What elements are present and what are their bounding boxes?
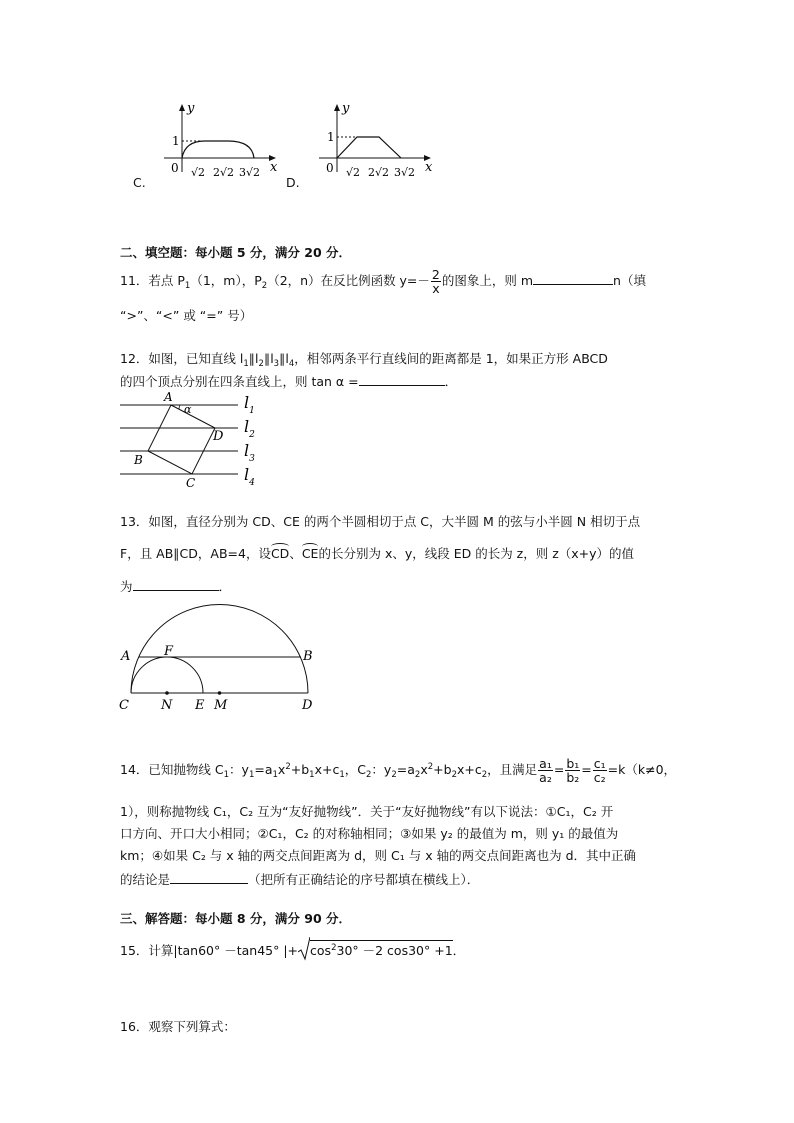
point-n	[165, 691, 169, 695]
q14-s11: 2	[451, 770, 457, 781]
label-f: F	[164, 644, 174, 659]
question-14-line-3: 口方向、开口大小相同；②C₁，C₂ 的对称轴相同；③如果 y₂ 的最值为 m，则 y₁ 的最值为	[120, 826, 619, 841]
q15-end: ．	[452, 943, 466, 958]
label-l2: $l_2$	[244, 417, 255, 440]
q14-s5: 1	[309, 770, 315, 781]
graph-curve	[182, 141, 254, 158]
question-13-line-3	[120, 579, 231, 594]
label-a: A	[121, 649, 131, 664]
q13-arc-ce: CE	[301, 546, 319, 561]
q14-sup1: 2	[285, 762, 291, 773]
tick-label-one: 1	[327, 130, 335, 144]
question-12-figure	[118, 388, 268, 490]
q14-fraction-b-den: b₂	[566, 770, 580, 786]
q14-t3: =a	[254, 762, 273, 778]
q14-line-5-a: 的结论是	[120, 872, 171, 887]
option-c-graph	[150, 100, 285, 185]
question-13-line-2	[120, 548, 634, 561]
q14-fraction-a-den: a₂	[539, 770, 552, 786]
q14-t11: +b	[433, 762, 452, 778]
q13-line-3-text: 为	[120, 579, 133, 594]
q12-sub-4: 4	[288, 359, 295, 369]
q12-sub-2: 2	[258, 359, 264, 369]
q15-radicand-b: 30° －2 cos30° +1	[336, 943, 453, 958]
q14-t5: +b	[290, 762, 310, 778]
angle-alpha-arc	[179, 405, 180, 409]
q14-fraction-c	[593, 757, 607, 784]
q11-after-blank: n（填	[613, 273, 646, 289]
question-16: 16．观察下列算式：	[120, 1019, 236, 1034]
q13-answer-blank[interactable]	[133, 579, 219, 591]
q14-s2: 1	[248, 770, 255, 781]
q14-fraction-b	[565, 757, 580, 784]
label-c: C	[119, 698, 129, 713]
q12-sub-1: 1	[243, 359, 249, 369]
q14-t1: 14．已知抛物线 C	[120, 762, 224, 778]
label-m: M	[214, 698, 228, 713]
y-axis-label: y	[187, 101, 195, 116]
question-11-line-2: “>”、“<” 或 “=” 号）	[120, 308, 253, 323]
q13-separator: 、	[289, 546, 302, 561]
q14-s7: 2	[366, 770, 372, 781]
tick-label-one: 1	[172, 134, 180, 148]
question-11-line-1	[120, 268, 646, 295]
q14-t12: x+c	[456, 762, 482, 778]
q14-t2: ：y	[229, 762, 249, 778]
tick-label-2sqrt2: 2√2	[368, 166, 390, 179]
q14-fraction-b-num: b₁	[566, 756, 580, 771]
q14-s3: 1	[272, 770, 278, 781]
tick-label-2sqrt2: 2√2	[213, 166, 235, 179]
q12-part-4: ∥l	[279, 351, 289, 366]
q11-fraction-numerator: 2	[431, 267, 440, 282]
q14-t7: ，C	[344, 762, 366, 778]
q15-radicand	[310, 940, 453, 958]
question-15	[120, 940, 465, 961]
vertex-d-label: D	[213, 429, 224, 444]
small-semicircle	[131, 657, 203, 693]
label-d: D	[302, 698, 313, 713]
q14-s6: 1	[339, 770, 345, 781]
q14-t6: x+c	[314, 762, 340, 778]
option-c-label: C.	[133, 175, 146, 190]
vertex-b-label: B	[134, 453, 143, 467]
sqrt-sign-icon	[298, 941, 310, 961]
vertex-c-label: C	[186, 476, 196, 490]
q11-prefix: 11．若点 P	[120, 273, 185, 289]
q12-part-2: ∥l	[248, 351, 259, 366]
y-axis-label: y	[342, 101, 350, 116]
q13-arc-cd: CD	[270, 546, 290, 561]
q11-answer-blank[interactable]	[533, 273, 613, 285]
q14-answer-blank[interactable]	[170, 872, 248, 884]
q11-fraction-denominator: x	[432, 281, 440, 297]
question-12-line-1	[120, 353, 608, 369]
q12-line-2-end: ．	[444, 374, 458, 389]
q12-part-3: ∥l	[263, 351, 274, 366]
graph-polyline	[337, 137, 401, 158]
q14-s9: 2	[414, 770, 421, 781]
q14-t10: x	[420, 762, 428, 778]
q14-t8: ：y	[371, 762, 392, 778]
question-12-line-2	[120, 374, 457, 389]
q13-line-3-end: ．	[218, 579, 232, 594]
q13-line-2-a: F，且 AB∥CD，AB=4，设	[120, 546, 271, 561]
q14-fraction-c-num: c₁	[593, 756, 606, 771]
section-2-heading: 二、填空题：每小题 5 分，满分 20 分．	[120, 245, 352, 260]
q12-part-1: 12．如图，已知直线 l	[120, 351, 244, 366]
q14-fraction-a	[538, 757, 553, 784]
q14-s1: 1	[223, 770, 230, 781]
point-m	[218, 691, 222, 695]
question-13-line-1: 13．如图，直径分别为 CD、CE 的两个半圆相切于点 C，大半圆 M 的弦与小半圆 N 相切于点	[120, 514, 641, 529]
q14-sup2: 2	[427, 762, 434, 773]
question-13-figure	[115, 598, 325, 713]
q11-sub-1: 1	[184, 281, 191, 292]
question-14-line-2: 1），则称抛物线 C₁，C₂ 互为“友好抛物线”．关于“友好抛物线”有以下说法：①C₁，C₂ 开	[120, 804, 614, 819]
x-axis-label: x	[425, 160, 433, 175]
origin-label: 0	[171, 161, 179, 175]
q13-line-2-b: 的长分别为 x、y，线段 ED 的长为 z，则 z（x+y）的值	[318, 546, 635, 561]
q14-eq-1: =	[553, 762, 565, 778]
angle-alpha-label: α	[184, 403, 192, 416]
option-d-label: D.	[286, 175, 300, 190]
q14-fraction-a-num: a₁	[539, 756, 552, 771]
x-axis-label: x	[270, 160, 278, 175]
label-l4: $l_4$	[244, 465, 255, 488]
large-semicircle	[131, 605, 308, 694]
y-axis-arrow	[179, 104, 185, 111]
q14-t13: ，且满足	[487, 762, 538, 778]
tick-label-3sqrt2: 3√2	[394, 166, 416, 179]
question-14-line-4: km；④如果 C₂ 与 x 轴的两交点间距离为 d，则 C₁ 与 x 轴的两交点间距离也为 d．其中正确	[120, 848, 636, 863]
label-e: E	[195, 698, 205, 713]
q14-line-5-b: （把所有正确结论的序号都填在横线上）．	[248, 872, 480, 887]
q12-answer-blank[interactable]	[359, 374, 445, 386]
label-n: N	[161, 698, 173, 713]
q11-fraction	[431, 268, 441, 295]
tick-label-3sqrt2: 3√2	[239, 166, 261, 179]
q15-radicand-sup: 2	[331, 943, 337, 953]
square-abcd	[148, 405, 215, 474]
section-3-heading: 三、解答题：每小题 8 分，满分 90 分．	[120, 911, 352, 926]
label-l3: $l_3$	[244, 441, 255, 464]
q14-s12: 2	[481, 770, 488, 781]
tick-label-sqrt2: √2	[346, 166, 361, 179]
q14-s8: 2	[391, 770, 397, 781]
tick-label-sqrt2: √2	[191, 166, 206, 179]
q14-t9: =a	[396, 762, 415, 778]
q15-radicand-a: cos	[310, 943, 332, 958]
q12-line-2-text: 的四个顶点分别在四条直线上，则 tan α =	[120, 374, 359, 389]
label-l1: $l_1$	[244, 393, 255, 416]
q14-fraction-c-den: c₂	[593, 770, 606, 786]
q14-t4: x	[277, 762, 286, 778]
question-14-line-1	[120, 757, 676, 784]
label-b: B	[303, 649, 313, 664]
q12-part-5: ，相邻两条平行直线间的距离都是 1，如果正方形 ABCD	[294, 351, 608, 366]
q12-sub-3: 3	[273, 359, 280, 369]
option-d-graph	[305, 100, 440, 185]
q11-mid-2: （2，n）在反比例函数 y=－	[267, 273, 430, 289]
origin-label: 0	[326, 161, 334, 175]
q15-prefix: 15．计算|tan60° －tan45° |+	[120, 943, 299, 958]
q14-t14: =k（k≠0，	[607, 762, 677, 778]
q14-eq-2: =	[581, 762, 592, 778]
q11-mid-3: 的图象上，则 m	[441, 273, 534, 289]
y-axis-arrow	[334, 104, 340, 111]
vertex-a-label: A	[164, 390, 173, 404]
question-14-line-5	[120, 872, 479, 887]
q11-mid-1: （1，m），P	[190, 273, 262, 289]
q11-sub-2: 2	[261, 281, 268, 292]
